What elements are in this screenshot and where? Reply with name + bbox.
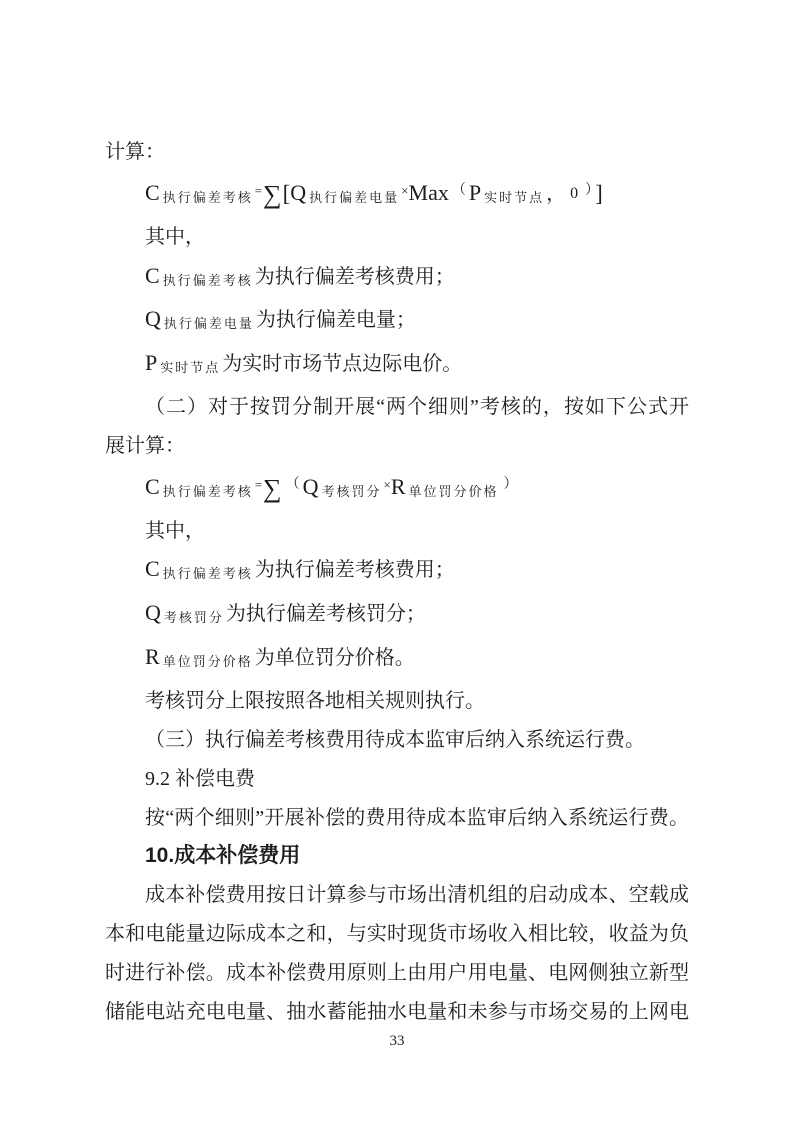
equals-sign: = <box>254 182 263 198</box>
definition-line <box>105 638 689 682</box>
definition-line <box>105 257 689 301</box>
paragraph-line: （二）对于按罚分制开展“两个细则”考核的，按如下公式开 <box>145 396 689 419</box>
paragraph-line: 9.2 补偿电费 <box>145 767 255 790</box>
paragraph-line: 展计算： <box>105 434 185 457</box>
section-heading: 10.成本补偿费用 <box>145 844 301 868</box>
formula-bracket: [ <box>282 180 291 206</box>
paragraph-line: 按“两个细则”开展补偿的费用待成本监审后纳入系统运行费。 <box>145 806 689 829</box>
formula-subscript: 实时节点 <box>484 189 545 205</box>
formula-subscript: 执行偏差考核 <box>162 566 253 582</box>
formula-bracket: ] <box>595 180 603 206</box>
formula-subscript: 单位罚分价格 <box>162 654 253 670</box>
formula-variable: Q <box>145 306 161 332</box>
multiplication-sign: × <box>383 476 391 492</box>
formula-paren: （ <box>285 476 300 492</box>
paragraph-line: 计算： <box>105 141 165 163</box>
paragraph-line: 其中， <box>145 225 205 248</box>
multiplication-sign: × <box>401 182 409 198</box>
formula-subscript: 执行偏差考核 <box>162 189 253 205</box>
definition-text: 为单位罚分价格。 <box>254 647 415 670</box>
document-content <box>105 133 689 1032</box>
definition-text: 为执行偏差考核费用； <box>254 559 455 582</box>
paragraph-line: 其中， <box>145 519 205 542</box>
formula-subscript: 执行偏差考核 <box>162 483 253 499</box>
formula-variable: C <box>145 473 160 499</box>
formula-variable: Q <box>290 179 307 205</box>
paragraph-line: 本和电能量边际成本之和，与实时现货市场收入相比较，收益为负 <box>105 923 689 946</box>
summation-sign: ∑ <box>263 179 282 209</box>
formula-paren: （ <box>451 182 466 198</box>
formula-variable: C <box>145 556 160 582</box>
formula-variable: C <box>145 262 160 288</box>
definition-text: 为执行偏差考核费用； <box>254 265 455 288</box>
formula-line <box>105 172 689 218</box>
formula-line <box>105 466 689 512</box>
formula-subscript: 考核罚分 <box>321 483 382 499</box>
equals-sign: = <box>254 476 263 492</box>
formula-number: 0 <box>570 184 579 202</box>
definition-line <box>105 344 689 388</box>
formula-variable: Q <box>302 473 319 499</box>
summation-sign: ∑ <box>263 473 282 503</box>
formula-variable: Q <box>145 600 161 626</box>
definition-text: 为执行偏差电量； <box>255 309 416 332</box>
definition-line <box>105 594 689 638</box>
definition-text: 为实时市场节点边际电价。 <box>222 353 463 376</box>
formula-variable: P <box>468 179 482 205</box>
formula-subscript: 考核罚分 <box>163 610 224 626</box>
definition-line <box>105 300 689 344</box>
formula-paren: ） <box>503 476 518 492</box>
formula-comma: ， <box>546 182 567 205</box>
formula-subscript: 单位罚分价格 <box>408 483 499 499</box>
formula-variable: Max <box>408 179 449 205</box>
formula-variable: R <box>390 473 406 499</box>
formula-subscript: 执行偏差电量 <box>309 189 400 205</box>
formula-variable: R <box>145 644 160 670</box>
paragraph-line: （三）执行偏差考核费用待成本监审后纳入系统运行费。 <box>145 728 645 751</box>
formula-subscript: 执行偏差电量 <box>163 316 254 332</box>
paragraph-line: 考核罚分上限按照各地相关规则执行。 <box>145 689 485 712</box>
page-number: 33 <box>389 1033 405 1049</box>
definition-text: 为执行偏差考核罚分； <box>225 603 426 626</box>
paragraph-line: 时进行补偿。成本补偿费用原则上由用户用电量、电网侧独立新型 <box>105 961 689 984</box>
definition-line <box>105 550 689 594</box>
formula-variable: P <box>145 350 158 376</box>
formula-paren: ） <box>585 182 593 198</box>
formula-variable: C <box>145 179 160 205</box>
paragraph-line: 成本补偿费用按日计算参与市场出清机组的启动成本、空载成 <box>145 884 689 907</box>
formula-subscript: 实时节点 <box>160 360 221 376</box>
formula-subscript: 执行偏差考核 <box>162 272 253 288</box>
paragraph-line: 储能电站充电电量、抽水蓄能抽水电量和未参与市场交易的上网电 <box>105 1000 689 1023</box>
